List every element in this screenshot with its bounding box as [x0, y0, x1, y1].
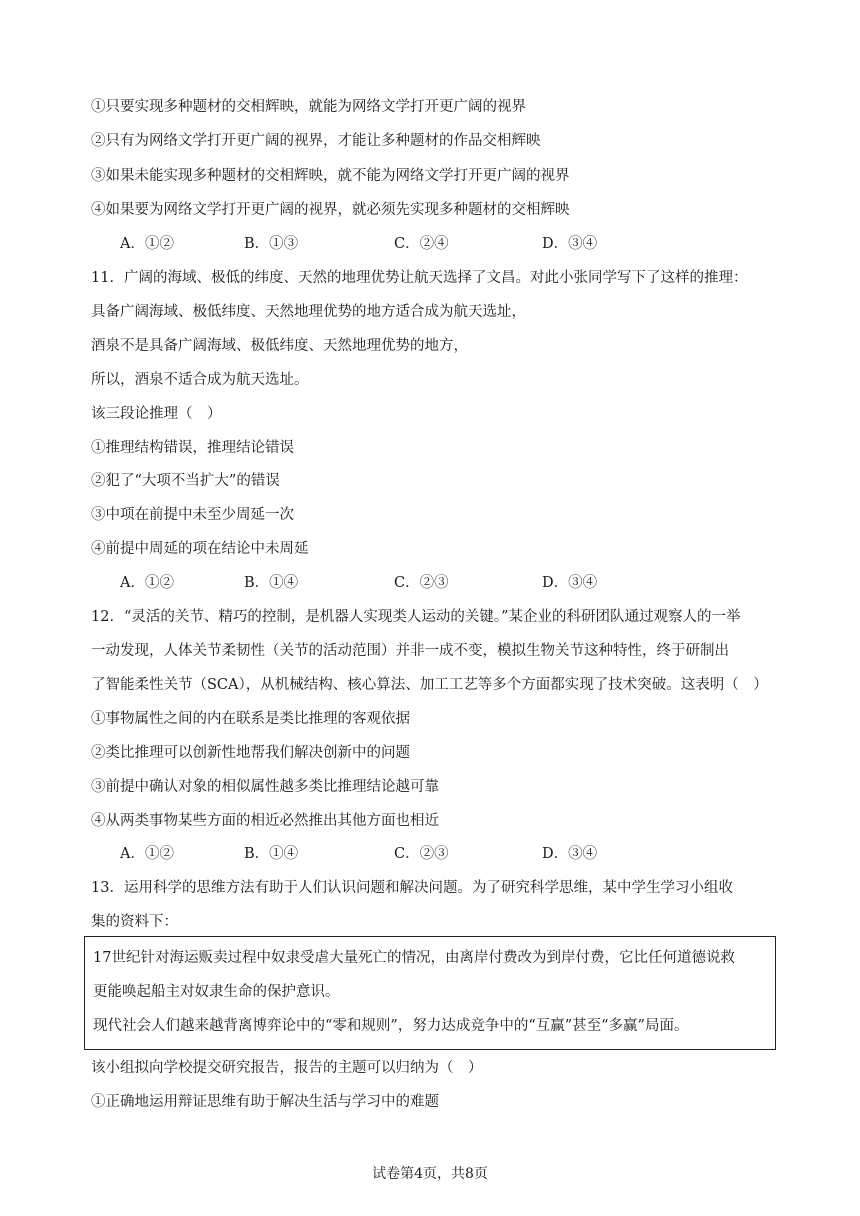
q10-statement-4: ④如果要为网络文学打开更广阔的视界，就必须先实现多种题材的交相辉映	[91, 202, 570, 218]
q12-option-d: D．③④	[542, 846, 598, 862]
q12-statement-3: ③前提中确认对象的相似属性越多类比推理结论越可靠	[91, 779, 439, 795]
q12-options	[120, 844, 720, 864]
q13-material-box	[84, 936, 776, 1050]
q11-statement-3: ③中项在前提中未至少周延一次	[91, 507, 294, 523]
q12-stem-line-1: 12．“灵活的关节、精巧的控制，是机器人实现类人运动的关键。”某企业的科研团队通过观察人的一举	[91, 609, 741, 625]
q11-option-d: D．③④	[542, 575, 598, 591]
q10-options	[120, 234, 720, 254]
q11-statement-1: ①推理结构错误，推理结论错误	[91, 440, 294, 456]
q13-statement-1: ①正确地运用辩证思维有助于解决生活与学习中的难题	[91, 1094, 439, 1110]
q10-option-a: A．①②	[120, 236, 174, 252]
q10-statement-1: ①只要实现多种题材的交相辉映，就能为网络文学打开更广阔的视界	[91, 99, 526, 115]
q11-question: 该三段论推理（ ）	[91, 406, 222, 422]
q11-option-c: C．②③	[394, 575, 449, 591]
q10-option-b: B．①③	[244, 236, 299, 252]
q12-statement-4: ④从两类事物某些方面的相近必然推出其他方面也相近	[91, 813, 439, 829]
q13-stem-line-1: 13．运用科学的思维方法有助于人们认识问题和解决问题。为了研究科学思维，某中学生学习小组收	[91, 880, 733, 896]
q13-material-line-2: 更能唤起船主对奴隶生命的保护意识。	[93, 984, 340, 1000]
q12-stem-line-3: 了智能柔性关节（SCA），从机械结构、核心算法、加工工艺等多个方面都实现了技术突破。这表明（ ）	[91, 677, 768, 693]
q12-statement-1: ①事物属性之间的内在联系是类比推理的客观依据	[91, 711, 410, 727]
q11-statement-2: ②犯了“大项不当扩大”的错误	[91, 473, 280, 489]
q11-conclusion: 所以，酒泉不适合成为航天选址。	[91, 372, 309, 388]
q11-stem: 11．广阔的海域、极低的纬度、天然的地理优势让航天选择了文昌。对此小张同学写下了这样的推理：	[91, 270, 748, 286]
q10-option-d: D．③④	[542, 236, 598, 252]
q12-statement-2: ②类比推理可以创新性地帮我们解决创新中的问题	[91, 745, 410, 761]
q12-stem-line-2: 一动发现，人体关节柔韧性（关节的活动范围）并非一成不变，模拟生物关节这种特性，终于研制出	[91, 643, 729, 659]
q10-statement-2: ②只有为网络文学打开更广阔的视界，才能让多种题材的作品交相辉映	[91, 133, 541, 149]
q11-option-a: A．①②	[120, 575, 174, 591]
q11-option-b: B．①④	[244, 575, 299, 591]
page-footer: 试卷第4页，共8页	[372, 1166, 488, 1182]
q11-premise-major: 具备广阔海域、极低纬度、天然地理优势的地方适合成为航天选址，	[91, 304, 526, 320]
q10-statement-3: ③如果未能实现多种题材的交相辉映，就不能为网络文学打开更广阔的视界	[91, 168, 570, 184]
q13-stem-line-2: 集的资料下：	[91, 914, 178, 930]
q12-option-a: A．①②	[120, 846, 174, 862]
q10-option-c: C．②④	[394, 236, 449, 252]
q12-option-c: C．②③	[394, 846, 449, 862]
q11-options	[120, 573, 720, 593]
q11-statement-4: ④前提中周延的项在结论中未周延	[91, 541, 309, 557]
q13-material-line-1: 17世纪针对海运贩卖过程中奴隶受虐大量死亡的情况，由离岸付费改为到岸付费，它比任何道德说救	[93, 950, 735, 966]
q11-premise-minor: 酒泉不是具备广阔海域、极低纬度、天然地理优势的地方，	[91, 338, 468, 354]
q12-option-b: B．①④	[244, 846, 299, 862]
q13-question: 该小组拟向学校提交研究报告，报告的主题可以归纳为（ ）	[91, 1060, 483, 1076]
q13-material-line-3: 现代社会人们越来越背离博弈论中的“零和规则”，努力达成竞争中的“互赢”甚至“多赢”局面。	[93, 1018, 689, 1034]
